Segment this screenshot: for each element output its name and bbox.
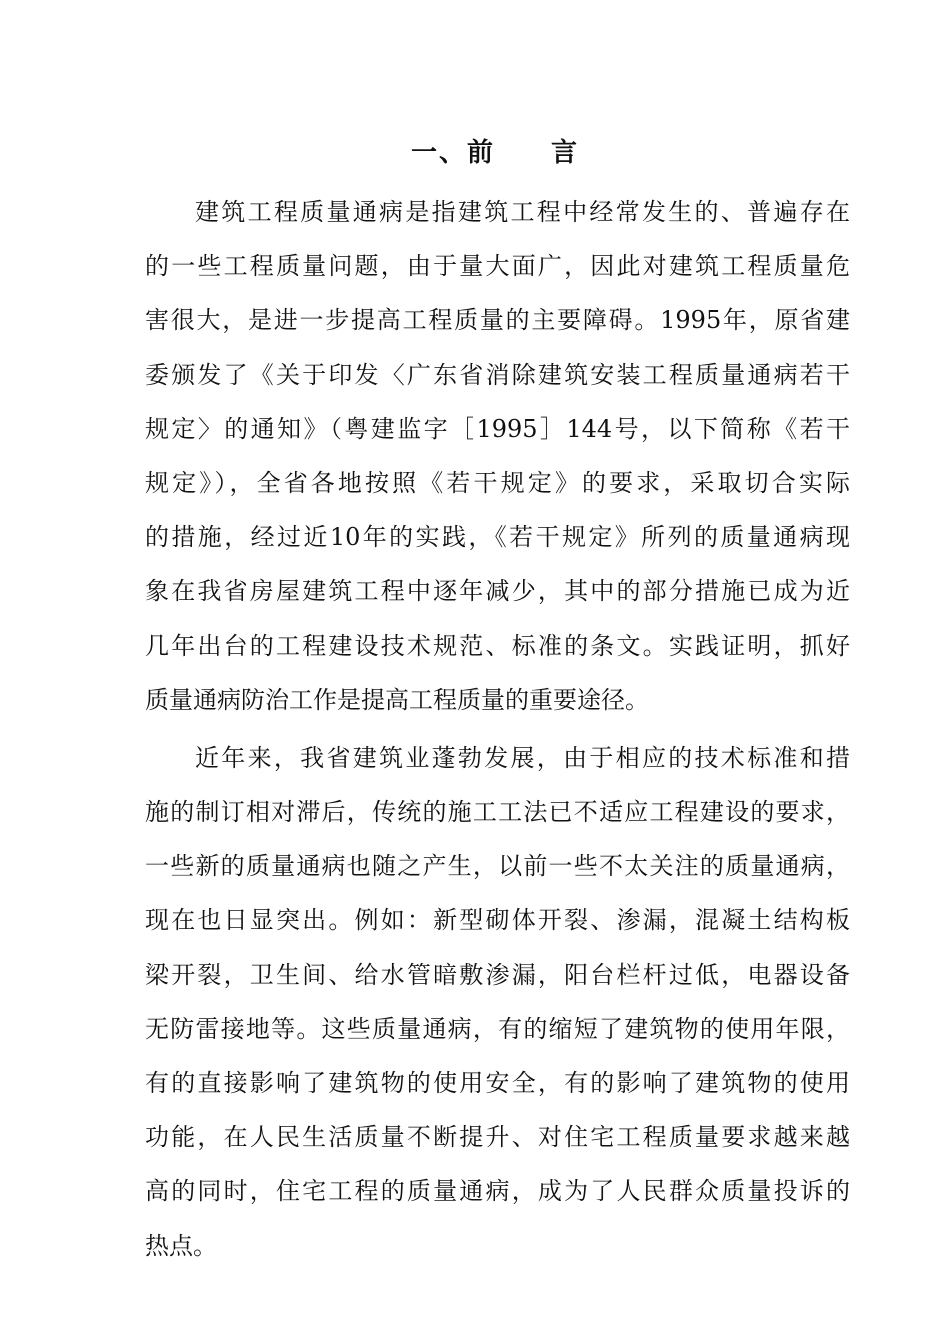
paragraph-line: 有的直接影响了建筑物的使用安全，有的影响了建筑物的使用	[145, 1069, 850, 1097]
paragraph-line: 无防雷接地等。这些质量通病，有的缩短了建筑物的使用年限，	[145, 1014, 850, 1043]
paragraph-2	[145, 731, 850, 1273]
paragraph-line: 梁开裂，卫生间、给水管暗敷渗漏，阳台栏杆过低，电器设备	[145, 960, 850, 989]
body-text	[145, 185, 850, 1273]
paragraph-line: 委颁发了《关于印发〈广东省消除建筑安装工程质量通病若干	[145, 360, 850, 389]
paragraph-line: 质量通病防治工作是提高工程质量的重要途径。	[145, 685, 649, 714]
paragraph-line: 几年出台的工程建设技术规范、标准的条文。实践证明，抓好	[145, 631, 850, 660]
paragraph-line: 规定〉的通知》（粤建监字［1995］144号，以下简称《若干	[145, 414, 850, 443]
paragraph-line: 高的同时，住宅工程的质量通病，成为了人民群众质量投诉的	[145, 1177, 850, 1206]
paragraph-line: 近年来，我省建筑业蓬勃发展，由于相应的技术标准和措	[195, 743, 850, 772]
paragraph-line: 施的制订相对滞后，传统的施工工法已不适应工程建设的要求，	[145, 798, 850, 827]
paragraph-line: 现在也日显突出。例如：新型砌体开裂、渗漏，混凝土结构板	[145, 906, 850, 935]
paragraph-line: 害很大，是进一步提高工程质量的主要障碍。1995年，原省建	[145, 306, 850, 335]
paragraph-line: 一些新的质量通病也随之产生，以前一些不太关注的质量通病，	[145, 852, 850, 881]
paragraph-1	[145, 185, 850, 727]
paragraph-line: 规定》），全省各地按照《若干规定》的要求，采取切合实际	[145, 468, 850, 497]
paragraph-line: 的措施，经过近10年的实践，《若干规定》所列的质量通病现	[145, 523, 850, 552]
paragraph-line: 热点。	[145, 1231, 217, 1260]
paragraph-line: 的一些工程质量问题，由于量大面广，因此对建筑工程质量危	[145, 252, 850, 281]
paragraph-line: 功能，在人民生活质量不断提升、对住宅工程质量要求越来越	[145, 1123, 850, 1152]
paragraph-line: 建筑工程质量通病是指建筑工程中经常发生的、普遍存在	[195, 198, 850, 226]
section-heading: 一、前 言	[410, 138, 579, 168]
paragraph-line: 象在我省房屋建筑工程中逐年减少，其中的部分措施已成为近	[145, 577, 850, 606]
